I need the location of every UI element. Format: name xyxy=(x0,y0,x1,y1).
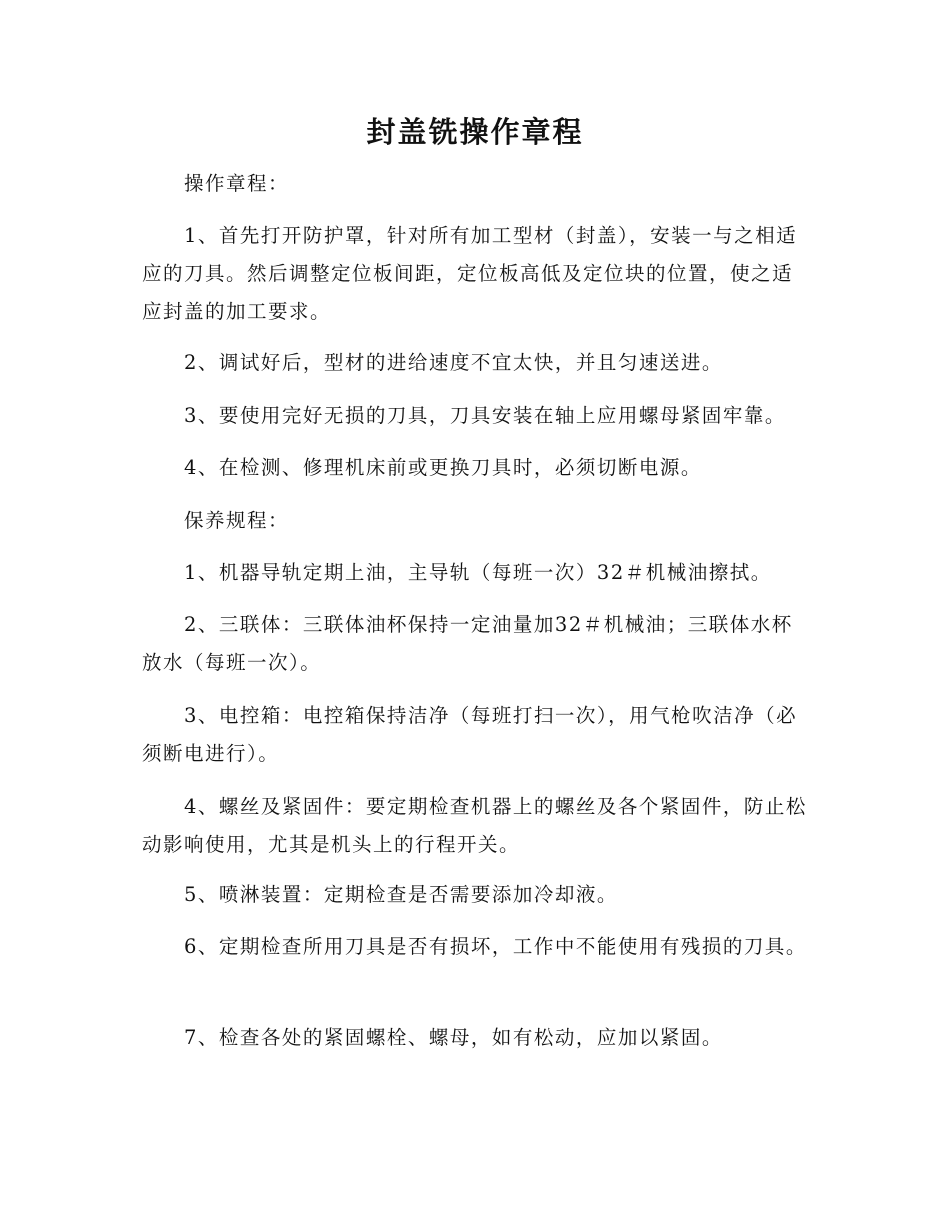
maintenance-item-7: 7、检查各处的紧固螺栓、螺母，如有松动，应加以紧固。 xyxy=(184,1026,723,1049)
maintenance-item-2: 2、三联体：三联体油杯保持一定油量加32＃机械油；三联体水杯放水（每班一次）。 xyxy=(142,613,793,674)
operation-item-3: 3、要使用完好无损的刀具，刀具安装在轴上应用螺母紧固牢靠。 xyxy=(184,404,786,427)
document-title: 封盖铣操作章程 xyxy=(366,115,584,149)
maintenance-item-3: 3、电控箱：电控箱保持洁净（每班打扫一次），用气枪吹洁净（必须断电进行）。 xyxy=(142,704,798,765)
operation-item-4: 4、在检测、修理机床前或更换刀具时，必须切断电源。 xyxy=(184,456,702,479)
section-heading-operation: 操作章程： xyxy=(184,172,290,195)
operation-item-1: 1、首先打开防护罩，针对所有加工型材（封盖），安装一与之相适应的刀具。然后调整定位板间距，定位板高低及定位块的位置，使之适应封盖的加工要求。 xyxy=(142,224,798,323)
operation-item-2: 2、调试好后，型材的进给速度不宜太快，并且匀速送进。 xyxy=(184,351,723,374)
maintenance-item-5: 5、喷淋装置：定期检查是否需要添加冷却液。 xyxy=(184,883,618,906)
section-heading-maintenance: 保养规程： xyxy=(184,509,290,532)
maintenance-item-6: 6、定期检查所用刀具是否有损坏，工作中不能使用有残损的刀具。 xyxy=(184,935,807,958)
maintenance-item-4: 4、螺丝及紧固件：要定期检查机器上的螺丝及各个紧固件，防止松动影响使用，尤其是机头上的行程开关。 xyxy=(142,795,807,856)
maintenance-item-1: 1、机器导轨定期上油，主导轨（每班一次）32＃机械油擦拭。 xyxy=(184,561,772,584)
